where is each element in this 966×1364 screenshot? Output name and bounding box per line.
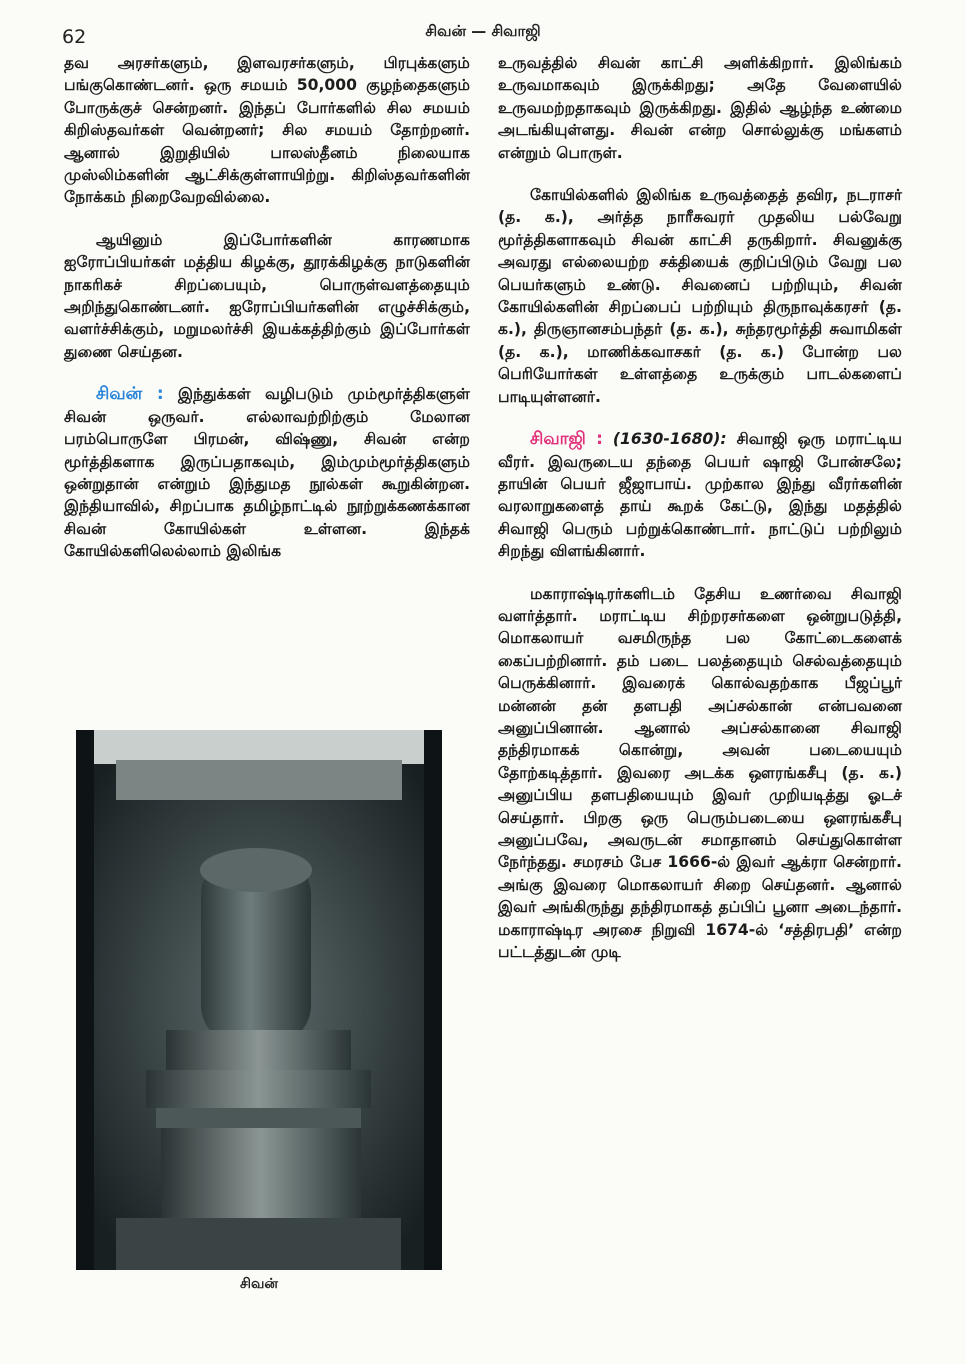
lingam-illustration xyxy=(76,730,442,1270)
left-column xyxy=(64,52,470,583)
sivan-entry-text: இந்துக்கள் வழிபடும் மும்மூர்த்திகளுள் சிவன் ஒருவர். எல்லாவற்றிற்கும் மேலான பரம்பொருளே பிரமன், விஷ்ணு, சிவன் என்ற மூர்த்திகளாக இருப்பதாகவும், இம்மும்மூர்த்திகளும் ஒன்றுதான் என்றும் இந்துமத நூல்கள் கூறுகின்றன. இந்தியாவில், சிறப்பாக தமிழ்நாட்டில் நூற்றுக்கணக்கான சிவன் கோயில்கள் உள்ளன. இந்தக் கோயில்களிலெல்லாம் இலிங்க xyxy=(64,385,470,561)
sivaji-entry-text: சிவாஜி ஒரு மராட்டிய வீரர். இவருடைய தந்தை பெயர் ஷாஜி போன்சலே; தாயின் பெயர் ஜீஜாபாய். முற்கால இந்து வீரர்களின் வரலாறுகளைத் தாய் கூறக் கேட்டு, இந்து மதத்தில் சிவாஜி பெரும் பற்றுக்கொண்டார். நாட்டுப் பற்றிலும் சிறந்து விளங்கினார். xyxy=(498,430,902,561)
sivaji-dates: (1630-1680): xyxy=(612,430,727,449)
lingam-photo xyxy=(76,730,442,1270)
right-column xyxy=(498,52,902,983)
sivaji-headword: சிவாஜி : xyxy=(530,429,603,450)
figure-caption: சிவன் xyxy=(240,1276,278,1292)
sivan-entry-continued: உருவத்தில் சிவன் காட்சி அளிக்கிறார். இலிங்கம் உருவமாகவும் இருக்கிறது; அதே வேளையில் உருவமற்றதாகவும் இருக்கிறது. இதில் ஆழ்ந்த உண்மை அடங்கியுள்ளது. சிவன் என்ற சொல்லுக்கு மங்களம் என்றும் பொருள். xyxy=(498,54,902,162)
page-number: 62 xyxy=(62,26,87,48)
sivaji-history-paragraph: மகாராஷ்டிரர்களிடம் தேசிய உணர்வை சிவாஜி வளர்த்தார். மராட்டிய சிற்றரசர்களை ஒன்றுபடுத்தி, மொகலாயர் வசமிருந்த பல கோட்டைகளைக் கைப்பற்றினார். தம் படை பலத்தையும் செல்வத்தையும் பெருக்கினார். இவரைக் கொல்வதற்காக பீஜப்பூர் மன்னன் தன் தளபதி அப்சல்கான் என்பவனை அனுப்பினான். ஆனால் அப்சல்கானை சிவாஜி தந்திரமாகக் கொன்று, அவன் படையையும் தோற்கடித்தார். இவரை அடக்க ஔரங்கசீபு (த. க.) அனுப்பிய தளபதியையும் இவர் முறியடித்து ஓடச் செய்தார். பிறகு ஒரு பெரும்படையை ஔரங்கசீபு அனுப்பவே, அவருடன் சமாதானம் செய்துகொள்ள நேர்ந்தது. சமரசம் பேச 1666-ல் இவர் ஆக்ரா சென்றார். அங்கு இவரை மொகலாயர் சிறை செய்தனர். ஆனால் இவர் அங்கிருந்து தந்திரமாகத் தப்பிப் பூனா அடைந்தார். மகாராஷ்டிர அரசை நிறுவி 1674-ல் ‘சத்திரபதி’ என்ற பட்டத்துடன் முடி xyxy=(498,584,902,962)
sivan-forms-paragraph: கோயில்களில் இலிங்க உருவத்தைத் தவிர, நடராசர் (த. க.), அர்த்த நாரீசுவரர் முதலிய பல்வேறு மூர்த்திகளாகவும் சிவன் காட்சி தருகிறார். சிவனுக்கு அவரது எல்லையற்ற சக்தியைக் குறிப்பிடும் வேறு பல பெயர்களும் உண்டு. சிவனைப் பற்றியும், சிவன் கோயில்களின் சிறப்பைப் பற்றியும் திருநாவுக்கரசர் (த. க.), திருஞானசம்பந்தர் (த. க.), சுந்தரமூர்த்தி சுவாமிகள் (த. க.), மாணிக்கவாசகர் (த. க.) போன்ற பல பெரியோர்கள் உள்ளத்தை உருக்கும் பாடல்களைப் பாடியுள்ளனர். xyxy=(498,186,902,406)
sivan-headword: சிவன் : xyxy=(96,384,164,405)
crusades-effects-paragraph: ஆயினும் இப்போர்களின் காரணமாக ஐரோப்பியர்கள் மத்திய கிழக்கு, தூரக்கிழக்கு நாடுகளின் நாகரிகச் சிறப்பையும், பொருள்வளத்தையும் அறிந்துகொண்டனர். ஐரோப்பியர்களின் எழுச்சிக்கும், வளர்ச்சிக்கும், மறுமலர்ச்சி இயக்கத்திற்கும் இப்போர்கள் துணை செய்தன. xyxy=(64,230,470,361)
running-header: சிவன் — சிவாஜி xyxy=(425,22,541,40)
crusades-paragraph-end: தவ அரசர்களும், இளவரசர்களும், பிரபுக்களும் பங்குகொண்டனர். ஒரு சமயம் 50,000 குழந்தைகளும் போருக்குச் சென்றனர். இந்தப் போர்களில் சில சமயம் கிறிஸ்தவர்கள் வென்றனர்; சில சமயம் தோற்றனர். ஆனால் இறுதியில் பாலஸ்தீனம் நிலையாக முஸ்லிம்களின் ஆட்சிக்குள்ளாயிற்று. கிறிஸ்தவர்களின் நோக்கம் நிறைவேறவில்லை. xyxy=(64,54,470,207)
sivan-entry xyxy=(64,383,470,562)
sivaji-entry xyxy=(498,428,902,562)
